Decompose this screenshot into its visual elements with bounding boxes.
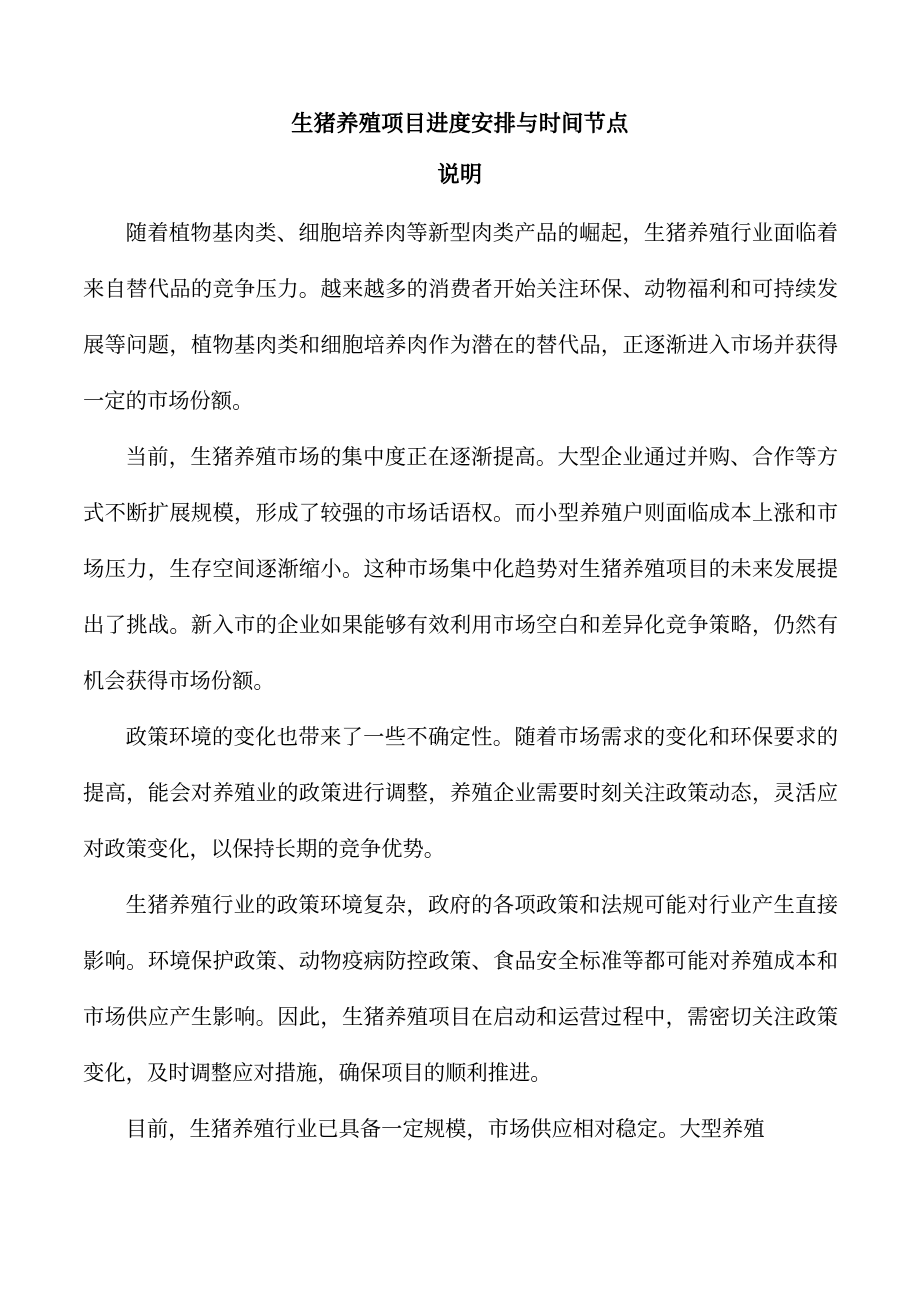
document-subtitle: 说明 bbox=[437, 162, 483, 188]
paragraph: 政策环境的变化也带来了一些不确定性。随着市场需求的变化和环保要求的提高，能会对养殖业的政策进行调整，养殖企业需要时刻关注政策动态，灵活应对政策变化，以保持长期的竞争优势。 bbox=[83, 725, 838, 862]
paragraph: 当前，生猪养殖市场的集中度正在逐渐提高。大型企业通过并购、合作等方式不断扩展规模，形成了较强的市场话语权。而小型养殖户则面临成本上涨和市场压力，生存空间逐渐缩小。这种市场集中化趋势对生猪养殖项目的未来发展提出了挑战。新入市的企业如果能够有效利用市场空白和差异化竞争策略，仍然有机会获得市场份额。 bbox=[83, 445, 838, 694]
paragraph: 生猪养殖行业的政策环境复杂，政府的各项政策和法规可能对行业产生直接影响。环境保护政策、动物疫病防控政策、食品安全标准等都可能对养殖成本和市场供应产生影响。因此，生猪养殖项目在启动和运营过程中，需密切关注政策变化，及时调整应对措施，确保项目的顺利推进。 bbox=[83, 893, 838, 1086]
paragraph: 目前，生猪养殖行业已具备一定规模，市场供应相对稳定。大型养殖 bbox=[125, 1117, 765, 1142]
document-title: 生猪养殖项目进度安排与时间节点 bbox=[291, 111, 629, 137]
paragraph: 随着植物基肉类、细胞培养肉等新型肉类产品的崛起，生猪养殖行业面临着来自替代品的竞争压力。越来越多的消费者开始关注环保、动物福利和可持续发展等问题，植物基肉类和细胞培养肉作为潜在的替代品，正逐渐进入市场并获得一定的市场份额。 bbox=[83, 221, 838, 414]
